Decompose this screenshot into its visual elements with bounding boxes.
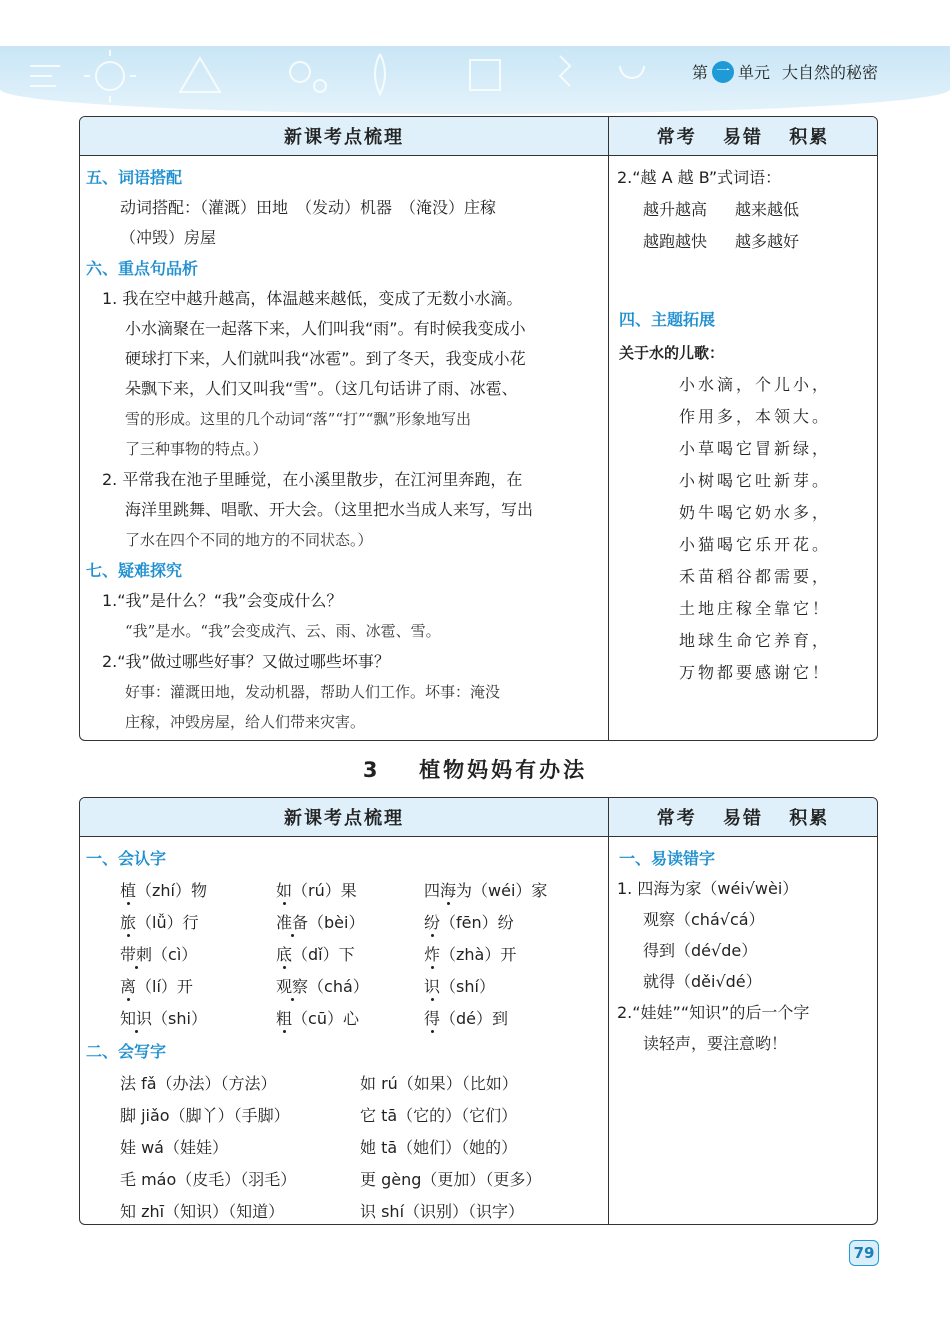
summary-box-2 bbox=[79, 797, 878, 1225]
recognize-item: 准备（bèi） bbox=[276, 913, 365, 932]
poem-line: 土地庄稼全靠它！ bbox=[679, 599, 832, 618]
write-item: 她 tā（她们）（她的） bbox=[360, 1138, 518, 1157]
box1-left-column bbox=[80, 156, 609, 741]
poem-line: 地球生命它养育， bbox=[679, 631, 832, 650]
box2-heading-row bbox=[80, 798, 877, 837]
recognize-item: 识（shí） bbox=[424, 977, 495, 996]
poem-line: 小树喝它吐新芽。 bbox=[679, 471, 832, 490]
text-line: 了三种事物的特点。） bbox=[125, 440, 268, 458]
unit-number-badge: 一 bbox=[712, 61, 734, 83]
text-line: 小水滴聚在一起落下来，人们叫我“雨”。有时候我变成小 bbox=[125, 319, 526, 338]
word-item: 越跑越快 bbox=[643, 232, 708, 251]
section-title: 一、会认字 bbox=[86, 849, 167, 868]
summary-box-1 bbox=[79, 116, 878, 741]
text-line: 朵飘下来，人们又叫我“雪”。（这几句话讲了雨、冰雹、 bbox=[125, 379, 518, 398]
text-line: 1.“我”是什么？“我”会变成什么？ bbox=[102, 591, 343, 610]
text-line: 雪的形成。这里的几个动词“落”“打”“飘”形象地写出 bbox=[125, 410, 472, 428]
text-line: 好事：灌溉田地，发动机器，帮助人们工作。坏事：淹没 bbox=[125, 683, 501, 701]
text-line: 得到（dé√de） bbox=[643, 941, 758, 960]
lesson-title: 植物妈妈有办法 bbox=[419, 758, 588, 782]
recognize-item: 离（lí）开 bbox=[120, 977, 193, 996]
box1-heading-row bbox=[80, 117, 877, 156]
recognize-item: 纷（fēn）纷 bbox=[424, 913, 514, 932]
poem-line: 禾苗稻谷都需要， bbox=[679, 567, 832, 586]
text-line: 了水在四个不同的地方的不同状态。） bbox=[125, 531, 373, 549]
write-item: 脚 jiǎo（脚丫）（手脚） bbox=[120, 1106, 290, 1125]
recognize-item: 观察（chá） bbox=[276, 977, 369, 996]
box1-right-column bbox=[609, 156, 877, 741]
poem-line: 万物都要感谢它！ bbox=[679, 663, 832, 682]
unit-header bbox=[692, 60, 878, 83]
text-line: 就得（děi√dé） bbox=[643, 972, 762, 991]
recognize-item: 得（dé）到 bbox=[424, 1009, 509, 1028]
text-line: 2.“娃娃”“知识”的后一个字 bbox=[617, 1003, 810, 1022]
text-line: 观察（chá√cá） bbox=[643, 910, 765, 929]
poem-title: 关于水的儿歌： bbox=[619, 344, 725, 362]
recognize-item: 带刺（cì） bbox=[120, 945, 198, 964]
text-line: 2. 平常我在池子里睡觉，在小溪里散步，在江河里奔跑，在 bbox=[102, 470, 523, 489]
text-line: 庄稼，冲毁房屋，给人们带来灾害。 bbox=[125, 713, 366, 731]
recognize-item: 炸（zhà）开 bbox=[424, 945, 517, 964]
word-item: 越来越低 bbox=[735, 200, 800, 219]
recognize-item: 知识（shi） bbox=[120, 1009, 207, 1028]
text-line: 1. 我在空中越升越高，体温越来越低，变成了无数小水滴。 bbox=[102, 289, 523, 308]
write-item: 法 fǎ（办法）（方法） bbox=[120, 1074, 277, 1093]
poem-line: 奶牛喝它奶水多， bbox=[679, 503, 832, 522]
recognize-item: 粗（cū）心 bbox=[276, 1009, 359, 1028]
section-title: 五、词语搭配 bbox=[86, 168, 183, 187]
box2-right-heading: 常考 易错 积累 bbox=[656, 808, 830, 829]
box2-right-column bbox=[609, 837, 877, 1225]
text-line: 硬球打下来，人们就叫我“冰雹”。到了冬天，我变成小花 bbox=[125, 349, 526, 368]
poem-line: 小猫喝它乐开花。 bbox=[679, 535, 832, 554]
section-title: 七、疑难探究 bbox=[86, 561, 183, 580]
lesson-number: 3 bbox=[362, 758, 381, 782]
section-title: 一、易读错字 bbox=[619, 849, 716, 868]
box1-left-heading: 新课考点梳理 bbox=[80, 117, 609, 155]
recognize-item: 底（dǐ）下 bbox=[276, 945, 355, 964]
text-line: 2.“越 A 越 B”式词语： bbox=[617, 168, 782, 187]
text-line: （冲毁）房屋 bbox=[120, 228, 217, 247]
text-line: 1. 四海为家（wéi√wèi） bbox=[617, 879, 799, 898]
write-item: 识 shí（识别）（识字） bbox=[360, 1202, 525, 1221]
recognize-item: 旅（lǚ）行 bbox=[120, 913, 199, 932]
section-title: 二、会写字 bbox=[86, 1042, 167, 1061]
poem-line: 小草喝它冒新绿， bbox=[679, 439, 832, 458]
unit-suffix: 单元 bbox=[737, 63, 770, 82]
write-item: 更 gèng（更加）（更多） bbox=[360, 1170, 542, 1189]
word-item: 越多越好 bbox=[735, 232, 800, 251]
section-title: 四、主题拓展 bbox=[619, 310, 716, 329]
text-line: 动词搭配：（灌溉）田地 （发动）机器 （淹没）庄稼 bbox=[120, 198, 497, 217]
write-item: 如 rú（如果）（比如） bbox=[360, 1074, 518, 1093]
box2-left-column bbox=[80, 837, 609, 1225]
poem-line: 小水滴，个儿小， bbox=[679, 375, 832, 394]
text-line: 海洋里跳舞、唱歌、开大会。（这里把水当成人来写，写出 bbox=[125, 500, 534, 519]
text-line: 读轻声，要注意哟！ bbox=[643, 1034, 788, 1053]
lesson-heading bbox=[0, 754, 950, 784]
unit-title: 大自然的秘密 bbox=[781, 63, 878, 82]
recognize-item: 四海为（wéi）家 bbox=[424, 881, 548, 900]
recognize-item: 植（zhí）物 bbox=[120, 881, 208, 900]
unit-prefix: 第 bbox=[691, 63, 708, 82]
section-title: 六、重点句品析 bbox=[86, 259, 199, 278]
word-item: 越升越高 bbox=[643, 200, 708, 219]
write-item: 娃 wá（娃娃） bbox=[120, 1138, 228, 1157]
box1-right-heading: 常考 易错 积累 bbox=[656, 127, 830, 148]
write-item: 它 tā（它的）（它们） bbox=[360, 1106, 518, 1125]
box2-left-heading: 新课考点梳理 bbox=[80, 798, 609, 836]
recognize-item: 如（rú）果 bbox=[276, 881, 357, 900]
poem-line: 作用多，本领大。 bbox=[679, 407, 832, 426]
text-line: “我”是水。“我”会变成汽、云、雨、冰雹、雪。 bbox=[125, 622, 441, 640]
page-number: 79 bbox=[849, 1240, 879, 1266]
write-item: 知 zhī（知识）（知道） bbox=[120, 1202, 285, 1221]
text-line: 2.“我”做过哪些好事？又做过哪些坏事？ bbox=[102, 652, 390, 671]
write-item: 毛 máo（皮毛）（羽毛） bbox=[120, 1170, 297, 1189]
